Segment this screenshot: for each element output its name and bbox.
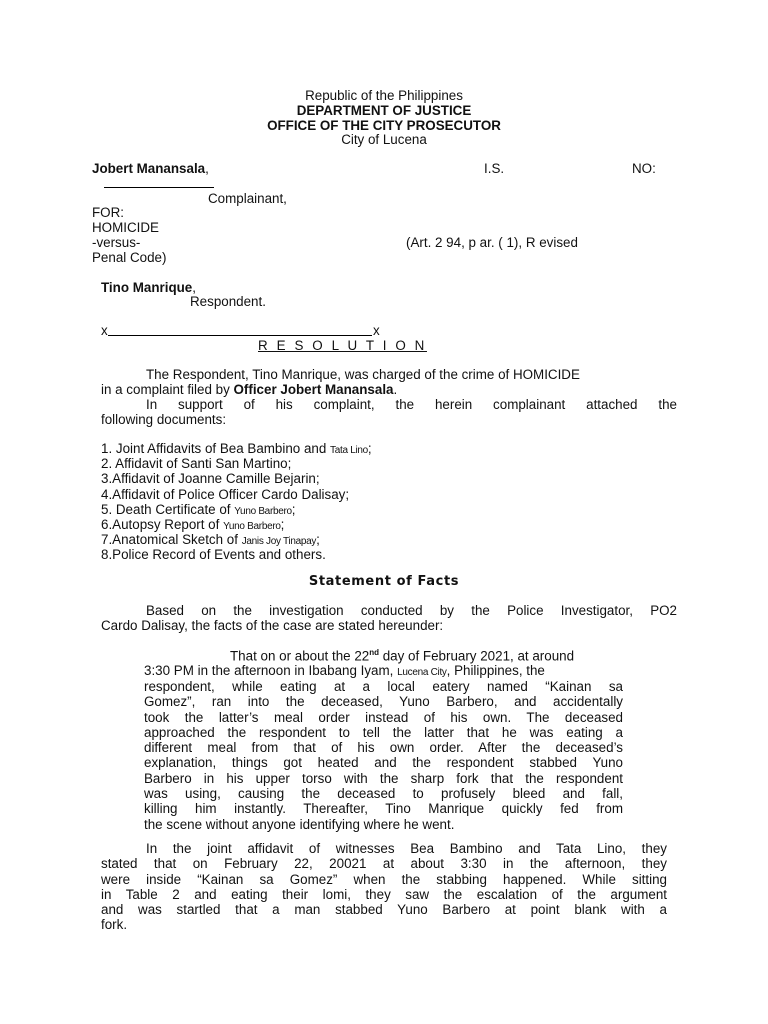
support-line-2: following documents:	[101, 412, 227, 427]
x-left: x	[101, 323, 108, 338]
document-item-name: Tata Lino	[330, 445, 368, 456]
respondent-comma: ,	[192, 280, 196, 295]
text-line: approached the respondent to tell the latter that he was eating a	[144, 724, 623, 740]
quote-l1-sup: nd	[369, 648, 379, 657]
quote-l2-b: , Philippines, the	[446, 663, 545, 678]
document-item-text: 6.Autopsy Report of	[101, 516, 224, 532]
quote-line-1	[230, 648, 574, 663]
document-item-text: 5. Death Certificate of	[101, 501, 235, 517]
document-item-text: 2. Affidavit of Santi San Martino;	[101, 456, 292, 472]
complainant-role: Complainant,	[208, 191, 287, 206]
resolution-title: R E S O L U T I O N	[258, 338, 427, 353]
text-line: were inside “Kainan sa Gomez” when the stabbing happened. While sitting	[101, 871, 667, 887]
document-item-text: 8.Police Record of Events and others.	[101, 547, 326, 563]
text-line: fork.	[101, 917, 128, 933]
text-line: and was startled that a man stabbed Yuno Barbero at point blank with a	[101, 902, 667, 918]
quote-l1-b: day of February 2021, at around	[379, 648, 575, 664]
document-item-name: Janis Joy Tinapay	[241, 536, 317, 548]
intro-line-2	[101, 382, 397, 397]
intro-line-1: The Respondent, Tino Manrique, was charged of the crime of HOMICIDE	[146, 367, 580, 382]
text-line: stated that on February 22, 20021 at about 3:30 in the afternoon, they	[101, 856, 667, 872]
document-item-text: 3.Affidavit of Joanne Camille Bejarin;	[101, 471, 320, 487]
header-department: DEPARTMENT OF JUSTICE	[296, 103, 472, 118]
document-item-name: Yuno Barbero	[223, 520, 281, 532]
text-line: was using, causing the deceased to profusely bleed and fall,	[144, 786, 623, 802]
document-item-tail: ;	[291, 501, 296, 517]
versus-label: -versus-	[92, 235, 141, 250]
document-item-tail: ;	[316, 532, 320, 548]
complainant-line	[92, 161, 209, 176]
quote-l2-place: Lucena City	[397, 667, 447, 678]
support-line-1: In support of his complaint, the herein complainant attached the	[146, 397, 677, 412]
respondent-name: Tino Manrique	[101, 280, 193, 295]
document-item-tail: ;	[367, 441, 372, 456]
facts-intro-line-1: Based on the investigation conducted by the Police Investigator, PO2	[146, 603, 677, 618]
text-line: In the joint affidavit of witnesses Bea Bambino and Tata Lino, they	[146, 841, 667, 856]
quote-line-2	[144, 663, 545, 678]
respondent-line	[101, 280, 196, 295]
crime-label: HOMICIDE	[92, 220, 159, 235]
intro-prefix: in a complaint filed by	[101, 382, 234, 397]
facts-intro-line-2: Cardo Dalisay, the facts of the case are stated hereunder:	[101, 618, 444, 633]
is-label: I.S.	[484, 161, 505, 176]
complainant-comma: ,	[205, 161, 209, 176]
document-item	[101, 441, 372, 456]
document-item	[101, 547, 372, 562]
article-reference-cont: Penal Code)	[92, 250, 167, 265]
quote-body	[144, 679, 623, 832]
document-list	[101, 441, 372, 563]
quote-l1-a: That on or about the 22	[230, 648, 370, 664]
text-line: in Table 2 and eating their lomi, they saw the escalation of the argument	[101, 886, 667, 902]
signature-line	[104, 187, 214, 188]
respondent-role: Respondent.	[190, 294, 266, 309]
quote-l2-a: 3:30 PM in the afternoon in Ibabang Iyam,	[144, 663, 398, 678]
header-office: OFFICE OF THE CITY PROSECUTOR	[267, 118, 501, 133]
article-reference: (Art. 2 94, p ar. ( 1), R evised	[406, 235, 578, 250]
text-line: explanation, things got heated and the respondent stabbed Yuno	[144, 755, 623, 771]
document-item-text: 7.Anatomical Sketch of	[101, 532, 242, 548]
text-line: respondent, while eating at a local eatery named “Kainan sa	[144, 679, 623, 694]
complainant-name: Jobert Manansala	[92, 161, 206, 176]
text-line: Barbero in his upper torso with the sharp fork that the respondent	[144, 770, 623, 786]
text-line: Gomez”, ran into the deceased, Yuno Barbero, and accidentally	[144, 694, 623, 710]
document-item	[101, 502, 372, 517]
document-item	[101, 471, 372, 486]
document-item	[101, 487, 372, 502]
document-item-name: Yuno Barbero	[234, 505, 292, 517]
intro-suffix: .	[393, 382, 398, 397]
complainant-officer: Officer Jobert Manansala	[233, 382, 394, 397]
document-item	[101, 532, 372, 547]
document-item	[101, 517, 372, 532]
for-label: FOR:	[92, 205, 124, 220]
x-right: x	[373, 323, 380, 338]
document-item	[101, 456, 372, 471]
text-line: different meal from that of his own order. After the deceased’s	[144, 740, 623, 756]
header-republic: Republic of the Philippines	[305, 88, 463, 103]
document-item-text: 4.Affidavit of Police Officer Cardo Dalisay;	[101, 486, 350, 502]
caption-divider	[108, 335, 372, 336]
header-city: City of Lucena	[341, 132, 427, 147]
joint-affidavit-paragraph	[101, 841, 667, 933]
text-line: the scene without anyone identifying where he went.	[144, 816, 455, 832]
document-item-tail: ;	[280, 516, 285, 532]
no-label: NO:	[632, 161, 656, 176]
text-line: took the latter’s meal order instead of his own. The deceased	[144, 709, 623, 725]
facts-heading: Statement of Facts	[308, 574, 460, 589]
text-line: killing him instantly. Thereafter, Tino Manrique quickly fed from	[144, 801, 623, 817]
document-item-text: 1. Joint Affidavits of Bea Bambino and	[101, 441, 331, 456]
